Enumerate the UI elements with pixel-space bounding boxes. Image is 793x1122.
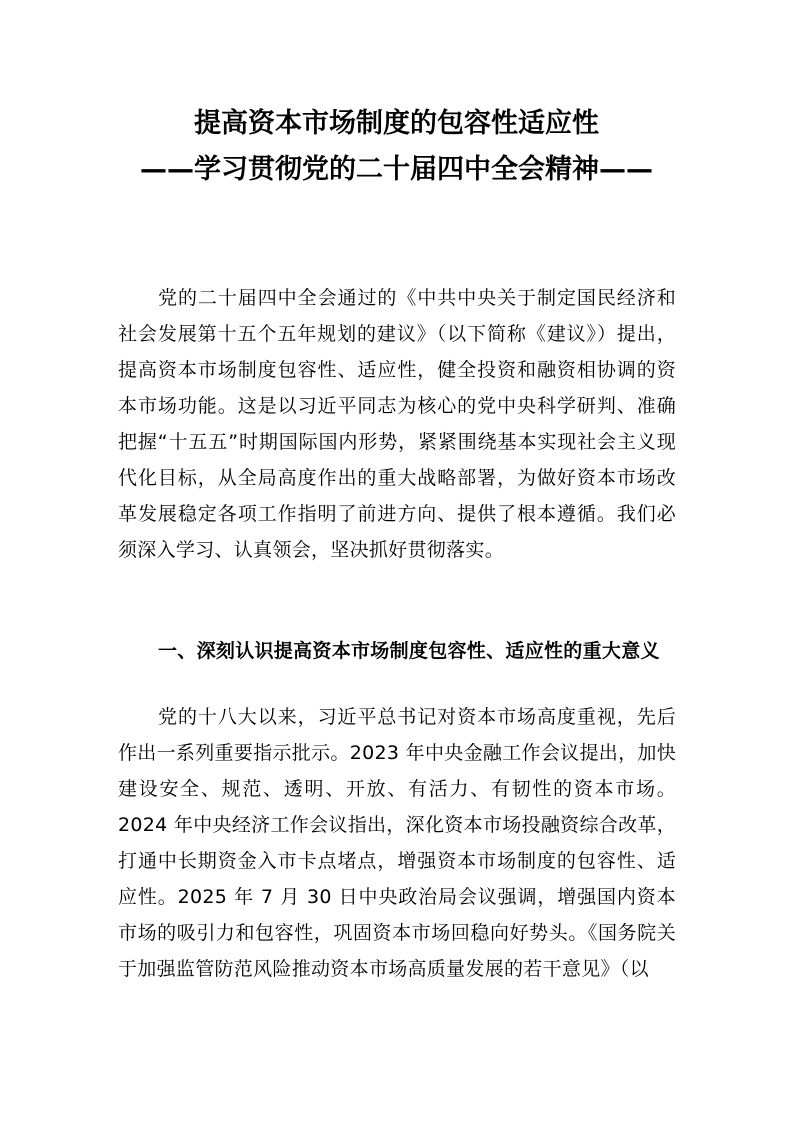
section-heading-1: 一、深刻认识提高资本市场制度包容性、适应性的重大意义 bbox=[158, 640, 660, 662]
body-paragraph-intro: 党的二十届四中全会通过的《中共中央关于制定国民经济和社会发展第十五个五年规划的建议》（以下简称《建议》）提出，提高资本市场制度包容性、适应性，健全投资和融资相协调的资本市场功能。这是以习近平同志为核心的党中央科学研判、准确把握“十五五”时期国际国内形势，紧紧围绕基本实现社会主义现代化目标，从全局高度作出的重大战略部署，为做好资本市场改革发展稳定各项工作指明了前进方向、提供了根本遵循。我们必须深入学习、认真领会，坚决抓好贯彻落实。 bbox=[118, 287, 676, 561]
document-title: 提高资本市场制度的包容性适应性 bbox=[194, 108, 599, 139]
document-subtitle: ——学习贯彻党的二十届四中全会精神—— bbox=[140, 154, 653, 185]
body-paragraph-section1: 党的十八大以来，习近平总书记对资本市场高度重视，先后作出一系列重要指示批示。2023 年中央金融工作会议提出，加快建设安全、规范、透明、开放、有活力、有韧性的资本市场。2024 年中央经济工作会议指出，深化资本市场投融资综合改革，打通中长期资金入市卡点堵点，增强资本市场制度的包容性、适应性。2025 年 7 月 30 日中央政治局会议强调，增强国内资本市场的吸引力和包容性，巩固资本市场回稳向好势头。《国务院关于加强监管防范风险推动资本市场高质量发展的若干意见》（以 bbox=[118, 706, 676, 980]
